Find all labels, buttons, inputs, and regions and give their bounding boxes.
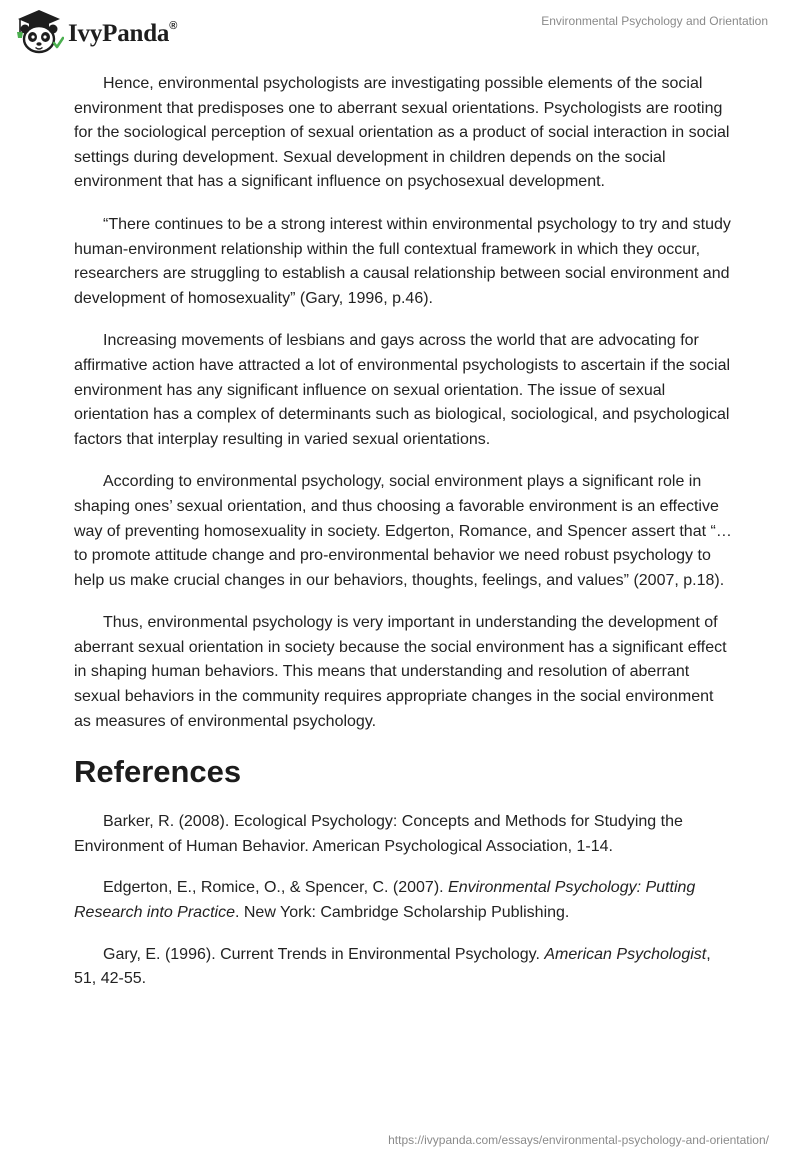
reference-journal: American Psychologist xyxy=(544,945,707,963)
reference-text: Edgerton, E., Romice, O., & Spencer, C. (2007). xyxy=(103,879,449,897)
reference-text: Barker, R. (2008). Ecological Psychology: Concepts and Methods for Studying the Environment of Human Behavior. American Psychological Association, 1-14. xyxy=(74,813,683,855)
reference-title: Environmental Psychology: Putting Research into Practice xyxy=(74,879,696,922)
body-paragraph: “There continues to be a strong interest within environmental psychology to try and study human-environment relationship within the full contextual framework in which they occur, researchers are struggling to establish a causal relationship between social environment and development of homosexuality” (Gary, 1996, p.46). xyxy=(74,215,731,307)
body-paragraph: Thus, environmental psychology is very important in understanding the development of aberrant sexual orientation in society because the social environment has a significant effect in shaping human behaviors. This means that understanding and resolution of aberrant sexual behaviors in the community requires appropriate changes in the social environment as measures of environmental psychology. xyxy=(74,614,727,730)
brand-logo[interactable] xyxy=(14,8,177,56)
brand-name: IvyPanda® xyxy=(68,19,178,47)
body-paragraph: Hence, environmental psychologists are investigating possible elements of the social environment that predisposes one to aberrant sexual orientations. Psychologists are rooting for the sociological perception of sexual orientation as a product of social interaction in social settings during development. Sexual development in children depends on the social environment that has a significant influence on psychosexual development. xyxy=(74,75,730,191)
panda-graduate-icon xyxy=(14,8,64,56)
essay-body xyxy=(74,72,734,1009)
reference-text: . New York: Cambridge Scholarship Publishing. xyxy=(234,904,570,922)
reference-text: , 51, 42-55. xyxy=(74,945,711,988)
registered-mark: ® xyxy=(169,19,178,32)
reference-item xyxy=(74,810,734,859)
document-title: Environmental Psychology and Orientation xyxy=(541,14,768,28)
page-header xyxy=(0,0,800,60)
reference-item xyxy=(74,943,734,992)
reference-text: Gary, E. (1996). Current Trends in Environmental Psychology. xyxy=(103,945,545,963)
reference-item xyxy=(74,876,734,925)
references-heading: References xyxy=(74,754,242,790)
source-url[interactable]: https://ivypanda.com/essays/environmental-psychology-and-orientation/ xyxy=(388,1133,769,1147)
body-paragraph: According to environmental psychology, social environment plays a significant role in shaping ones’ sexual orientation, and thus choosing a favorable environment is an effective way of preventing homosexuality in society. Edgerton, Romance, and Spencer assert that “…to promote attitude change and pro-environmental behavior we need robust psychology to help us make crucial changes in our behaviors, thoughts, feelings, and values” (2007, p.18). xyxy=(74,473,732,589)
body-paragraph: Increasing movements of lesbians and gays across the world that are advocating for affirmative action have attracted a lot of environmental psychologists to ascertain if the social environment has any significant influence on sexual orientation. The issue of sexual orientation has a complex of determinants such as biological, sociological, and psychological factors that interplay resulting in varied sexual orientations. xyxy=(74,332,731,448)
